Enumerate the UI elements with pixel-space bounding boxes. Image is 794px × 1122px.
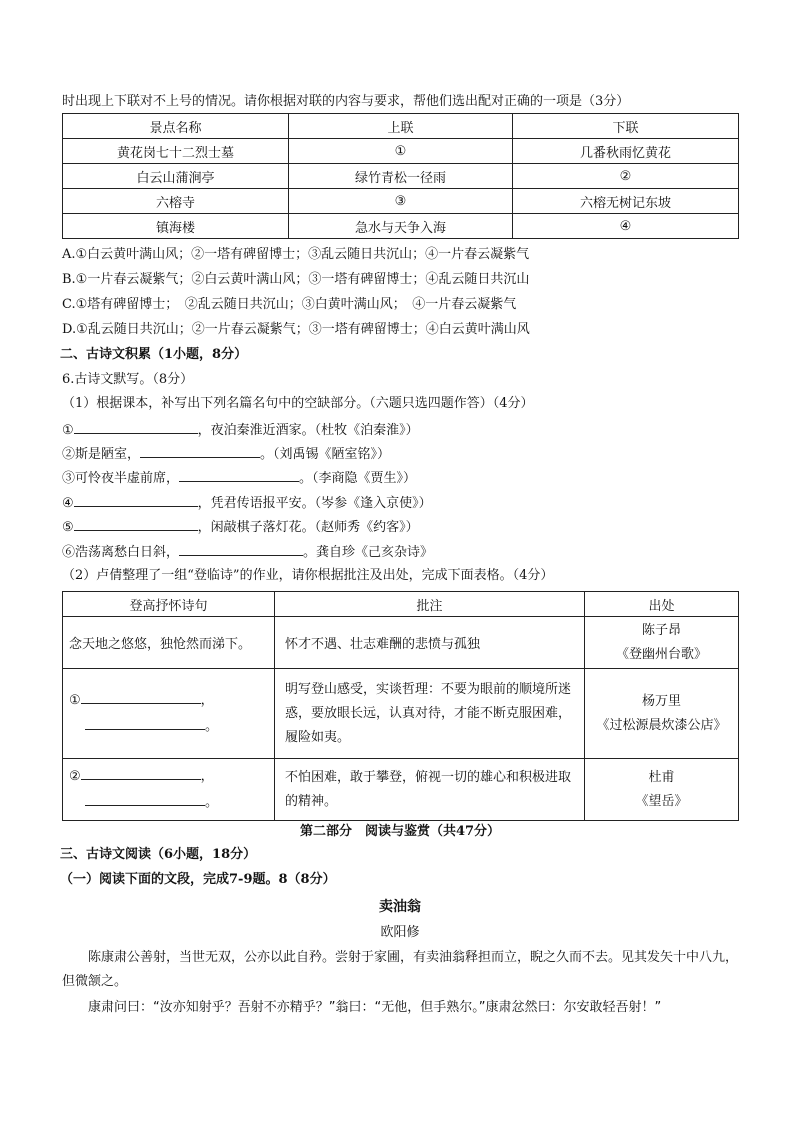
table-cell: 黄花岗七十二烈士墓 — [63, 139, 289, 164]
table-row — [63, 617, 739, 669]
poem-note: 明写登山感受，实谈哲理：不要为眼前的顺境所迷惑，要放眼长远，认真对待，才能不断克服困难，履险如夷。 — [275, 669, 585, 759]
header-cell: 登高抒怀诗句 — [63, 592, 275, 617]
fill-suffix: ，闲敲棋子落灯花。（赵师秀《约客》） — [197, 520, 419, 535]
poem-source — [585, 669, 739, 759]
answer-line-1 — [69, 688, 268, 714]
poem-line: 念天地之悠悠，独怆然而涕下。 — [63, 617, 275, 669]
fill-prefix: ① — [62, 423, 74, 438]
table-row — [63, 214, 739, 239]
fill-blank-2 — [62, 443, 390, 465]
essay-author: 欧阳修 — [380, 925, 420, 940]
table-row — [63, 189, 739, 214]
answer-blank[interactable] — [179, 541, 303, 556]
header-cell: 批注 — [275, 592, 585, 617]
answer-line-2 — [69, 714, 268, 740]
poem-source — [585, 759, 739, 821]
option-a: A.①白云黄叶满山风；②一塔有碑留博士；③乱云随日共沉山；④一片春云凝紫气 — [62, 247, 530, 262]
table-cell: ④ — [513, 214, 739, 239]
question-6-title: 6.古诗文默写。（8分） — [62, 372, 194, 387]
fill-suffix: 。（李商隐《贾生》） — [299, 471, 417, 486]
source-author: 杨万里 — [641, 693, 681, 709]
fill-suffix: ，凭君传语报平安。（岑参《逢入京使》） — [197, 496, 432, 511]
fill-blank-3 — [62, 467, 416, 489]
fill-blank-1 — [62, 419, 419, 441]
part-2-title: 第二部分 阅读与鉴赏（共47分） — [299, 824, 501, 839]
fill-prefix: ③可怜夜半虚前席， — [62, 471, 180, 486]
header-cell: 出处 — [585, 592, 739, 617]
answer-blank[interactable] — [179, 467, 299, 482]
fill-prefix: ②斯是陋室， — [62, 447, 141, 462]
fill-suffix: 。龚自珍《己亥杂诗》 — [303, 545, 434, 560]
option-b: B.①一片春云凝紫气；②白云黄叶满山风；③一塔有碑留博士；④乱云随日共沉山 — [62, 272, 530, 287]
answer-blank[interactable] — [74, 492, 198, 507]
header-cell: 下联 — [513, 114, 739, 139]
source-author: 陈子昂 — [641, 622, 681, 638]
table-cell: ② — [513, 164, 739, 189]
header-cell: 上联 — [289, 114, 513, 139]
question-6-part-1: （1）根据课本，补写出下列名篇名句中的空缺部分。（六题只选四题作答）（4分） — [62, 396, 534, 411]
fill-blank-5 — [62, 516, 419, 538]
fill-prefix: ④ — [62, 496, 74, 511]
source-work: 《过松源晨炊漆公店》 — [596, 717, 727, 733]
punctuation: ， — [200, 692, 214, 708]
table-row — [63, 164, 739, 189]
answer-blank[interactable] — [140, 443, 260, 458]
subsection-1-title: （一）阅读下面的文段，完成7-9题。8（8分） — [60, 872, 336, 887]
question-6-part-2: （2）卢倩整理了一组“登临诗”的作业，请你根据批注及出处，完成下面表格。（4分） — [62, 568, 554, 583]
answer-blank[interactable] — [74, 516, 198, 531]
section-2-title: 二、古诗文积累（1小题，8分） — [60, 347, 248, 362]
punctuation: 。 — [205, 794, 219, 810]
table-header-row — [63, 114, 739, 139]
option-c: C.①塔有碑留博士； ②乱云随日共沉山；③白黄叶满山风； ④一片春云凝紫气 — [62, 297, 517, 312]
punctuation: 。 — [205, 718, 219, 734]
punctuation: ， — [200, 768, 214, 784]
fill-blank-4 — [62, 492, 432, 514]
answer-blank[interactable] — [74, 419, 198, 434]
source-work: 《登幽州台歌》 — [615, 646, 707, 662]
fill-prefix: ⑤ — [62, 520, 74, 535]
answer-number: ① — [69, 692, 81, 708]
poem-source — [585, 617, 739, 669]
table-cell: 六榕无树记东坡 — [513, 189, 739, 214]
poem-table — [62, 591, 739, 821]
answer-number: ② — [69, 768, 81, 784]
couplet-table — [62, 113, 739, 239]
answer-line-2 — [69, 790, 268, 816]
table-row — [63, 759, 739, 821]
table-cell: 几番秋雨忆黄花 — [513, 139, 739, 164]
question-intro: 时出现上下联对不上号的情况。请你根据对联的内容与要求，帮他们选出配对正确的一项是（3分） — [62, 94, 630, 109]
answer-line-1 — [69, 764, 268, 790]
source-work: 《望岳》 — [635, 793, 688, 809]
table-row — [63, 139, 739, 164]
fill-prefix: ⑥浩荡离愁白日斜， — [62, 545, 180, 560]
fill-suffix: ，夜泊秦淮近酒家。（杜牧《泊秦淮》） — [197, 423, 419, 438]
section-3-title: 三、古诗文阅读（6小题，18分） — [60, 847, 257, 862]
poem-note: 怀才不遇、壮志难酬的悲愤与孤独 — [275, 617, 585, 669]
fill-suffix: 。（刘禹锡《陋室铭》） — [260, 447, 391, 462]
essay-paragraph-2: 康肃问曰：“汝亦知射乎？吾射不亦精乎？”翁曰：“无他，但手熟尔。”康肃忿然曰：尔安敢轻吾射！” — [88, 1000, 662, 1015]
table-cell: 急水与天争入海 — [289, 214, 513, 239]
option-d: D.①乱云随日共沉山；②一片春云凝紫气；③一塔有碑留博士；④白云黄叶满山风 — [62, 322, 530, 337]
table-cell: ① — [289, 139, 513, 164]
answer-blank[interactable] — [85, 715, 205, 730]
answer-blank[interactable] — [85, 791, 205, 806]
poem-answer-cell — [63, 669, 275, 759]
table-cell: 六榕寺 — [63, 189, 289, 214]
source-author: 杜甫 — [648, 769, 675, 785]
table-row — [63, 669, 739, 759]
poem-note: 不怕困难，敢于攀登，俯视一切的雄心和积极进取的精神。 — [275, 759, 585, 821]
essay-title: 卖油翁 — [379, 899, 421, 915]
table-cell: ③ — [289, 189, 513, 214]
table-header-row — [63, 592, 739, 617]
table-cell: 白云山蒲涧亭 — [63, 164, 289, 189]
answer-blank[interactable] — [81, 689, 201, 704]
poem-answer-cell — [63, 759, 275, 821]
header-cell: 景点名称 — [63, 114, 289, 139]
answer-blank[interactable] — [81, 765, 201, 780]
table-cell: 镇海楼 — [63, 214, 289, 239]
table-cell: 绿竹青松一径雨 — [289, 164, 513, 189]
essay-paragraph-1: 陈康肃公善射，当世无双，公亦以此自矜。尝射于家圃，有卖油翁释担而立，睨之久而不去。见其发矢十中八九，但微颔之。 — [62, 950, 739, 989]
fill-blank-6 — [62, 541, 433, 563]
